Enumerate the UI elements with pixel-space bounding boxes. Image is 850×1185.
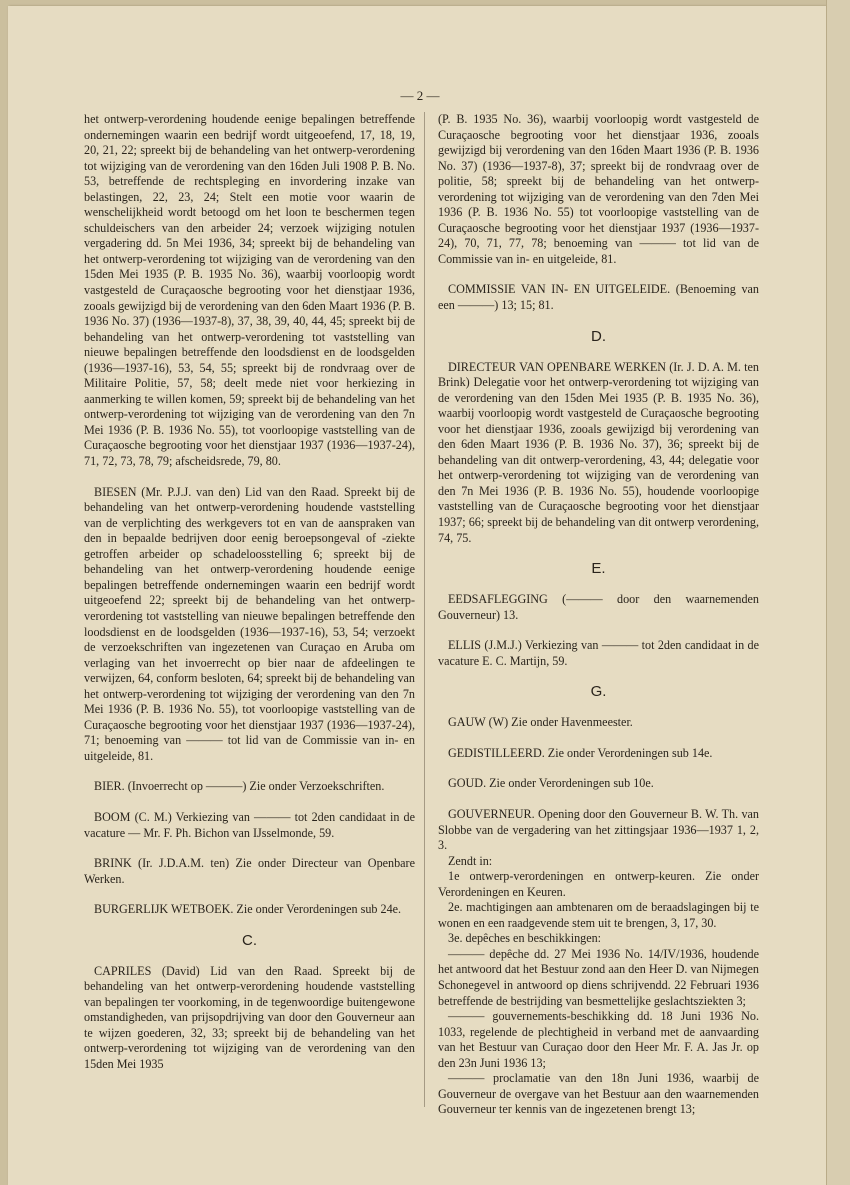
section-letter-c: C.: [242, 931, 257, 949]
list-item: 1e ontwerp-verordeningen en ontwerp-keuren. Zie onder Verordeningen en Keuren.: [438, 869, 759, 899]
entry-biesen: BIESEN (Mr. P.J.J. van den) Lid van den Raad. Spreekt bij de behandeling van het ontwerp-verordening houdende vaststelling van de verplichting des werkgevers tot en van de aanspraken van den in bepaalde bedrijven door eenig beroepsongeval of -ziekte getroffen arbeider op schadeloosstelling 6; spreekt bij de behandeling van het ontwerp-verordening houdende eenige bepalingen betreffende ondernemingen waarin een bedrijf wordt uitgeoefend 22; spreekt bij de behandeling van het ontwerp-verordening tot vaststelling van nieuwe bepalingen betreffende den loodsdienst en de loodsgelden (1936—1937-16), 53, 54; verzoekt de verzoekschriften van ingezetenen van Curaçao en Aruba om verlaging van het invoerrecht op bier naar de afdeelingen te verwijzen, 64, conform besloten, 64; spreekt bij de behandeling van het ontwerp-verordening tot wijziging der verordening van den 7n Mei 1936 (P. B. 1936 No. 55), tot voorloopige vaststelling van de Curaçaosche begrooting voor het dienstjaar 1937 (1936—1937-24), 71; benoeming van ——— tot lid van de Commissie van in- en uitgeleide, 81.: [84, 484, 415, 763]
section-letter-g: G.: [590, 683, 607, 701]
entry-ellis: ELLIS (J.M.J.) Verkiezing van ——— tot 2den candidaat in de vacature E. C. Martijn, 59.: [438, 638, 759, 668]
entry-capriles-continued: (P. B. 1935 No. 36), waarbij voorloopig wordt vastgesteld de Curaçaosche begrooting voor het dienstjaar 1936, zooals gewijzigd bij verordening van den 16den Maart 1936 (P. B. 1936 No. 37) (1936—1937-8), 37; spreekt bij de rondvraag over de politie, 58; spreekt bij de behandeling van het ontwerp-verordening tot wijziging van de verordening van den 7den Mei 1936 (P. B. 1936 No. 55) tot voorloopige vaststelling van de Curaçaosche begrooting voor het dienstjaar 1937 (1936—1937-24), 70, 71, 77, 78; benoeming van ——— tot lid van de Commissie van in- en uitgeleide, 81.: [438, 112, 759, 266]
sub-list-item: ——— depêche dd. 27 Mei 1936 No. 14/IV/1936, houdende het antwoord dat het Bestuur zond aan den Heer D. van Nijmegen Schonegevel in antwoord op diens schrijvendd. 22 Februari 1936 betreffende de bestrijding van besmettelijke geslachtsziekten 3;: [438, 946, 759, 1008]
entry-commissie: COMMISSIE VAN IN- EN UITGELEIDE. (Benoeming van een ———) 13; 15; 81.: [438, 282, 759, 313]
entry-gauw: GAUW (W) Zie onder Havenmeester.: [448, 715, 633, 730]
sub-list-item: ——— gouvernements-beschikking dd. 18 Juni 1936 No. 1033, regelende de plechtigheid in verband met de aanvaarding van het Bestuur van Curaçao door den Heer Mr. F. A. Jas Jr. op den 23n Juni 1936 13;: [438, 1009, 759, 1070]
entry-capriles: CAPRILES (David) Lid van den Raad. Spreekt bij de behandeling van het ontwerp-verordening houdende vaststelling van bepalingen ter voorkoming, in de tegenwoordige buitengewone omstandigheden, van prijsopdrijving van door den Gouverneur aan te wijzen goederen, 32, 33; spreekt bij de behandeling van het ontwerp-verordening tot wijziging van de verordening van den 15den Mei 1935: [84, 963, 415, 1071]
entry-directeur: DIRECTEUR VAN OPENBARE WERKEN (Ir. J. D. A. M. ten Brink) Delegatie voor het ontwerp-verordening tot wijziging van de verordening van den 15den Mei 1935 (P. B. 1935 No. 36), waarbij voorloopig wordt vastgesteld de Curaçaosche begrooting voor het dienstjaar 1936, zooals gewijzigd bij verordening van den 6den Maart 1936 (P. B. 1936 No. 37), 36; spreekt bij de behandeling van dit ontwerp-verordening, 43, 44; delegatie voor het ontwerp-verordening tot wijziging van de verordening van den 7n Mei 1936 (P. B. 1936 No. 55), houdende voorloopige vaststelling van de Curaçaosche begrooting voor het dienstjaar 1937; 66; spreekt bij de behandeling van dit ontwerp verordening, 74, 75.: [438, 359, 759, 545]
right-column: [438, 112, 759, 1118]
section-letter-d: D.: [591, 327, 606, 345]
list-item: 3e. depêches en beschikkingen:: [448, 931, 602, 946]
sub-list-item: ——— proclamatie van den 18n Juni 1936, waarbij de Gouverneur de overgave van het Bestuur aan den waarnemenden Gouverneur ter kennis van de ingezetenen brengt 13;: [438, 1071, 759, 1117]
left-column: [84, 112, 415, 1073]
list-item: 2e. machtigingen aan ambtenaren om de beraadslagingen bij te wonen en een raadgevende stem uit te brengen, 3, 17, 30.: [438, 900, 759, 930]
column-divider: [424, 112, 425, 1107]
section-letter-e: E.: [591, 560, 606, 578]
entry-burgerlijk-wetboek: BURGERLIJK WETBOEK. Zie onder Verordeningen sub 24e.: [94, 902, 402, 917]
entry-zendt-in: Zendt in:: [448, 853, 493, 868]
entry-brink: BRINK (Ir. J.D.A.M. ten) Zie onder Directeur van Openbare Werken.: [84, 856, 415, 886]
entry-gouverneur: GOUVERNEUR. Opening door den Gouverneur B. W. Th. van Slobbe van de vergadering van het zittingsjaar 1936—1937 1, 2, 3.: [438, 806, 759, 853]
entry-bier: BIER. (Invoerrecht op ———) Zie onder Verzoekschriften.: [94, 779, 385, 794]
entry-boom: BOOM (C. M.) Verkiezing van ——— tot 2den candidaat in de vacature — Mr. F. Ph. Bichon van IJsselmonde, 59.: [84, 809, 415, 840]
entry-continuation: het ontwerp-verordening houdende eenige bepalingen betreffende ondernemingen waarin een bedrijf wordt uitgeoefend, 17, 18, 19, 20, 21, 22; spreekt bij de behandeling van het ontwerp-verordening tot wijziging van de verordening van den 16den Juli 1908 P. B. No. 53, betreffende de rechtspleging en invordering inzake van belastingen, 22, 23, 24; Stelt een motie voor waarin de wenschelijkheid wordt betoogd om het loon te beschermen tegen schuldeischers van den arbeider 24; verzoek wijziging notulen vergadering dd. 5n Mei 1936, 34; spreekt bij de behandeling van het ontwerp-verordening tot wijziging van de verordening van den 15den Mei 1935 (P. B. 1935 No. 36), waarbij voorloopig wordt vastgesteld de Curaçaosche begrooting voor het dienstjaar 1936, zooals gewijzigd bij de verordening van den 6den Maart 1936 (P. B. 1936 No. 37) (1936—1937-8), 37, 38, 39, 40, 44, 45; spreekt bij de behandeling van het ontwerp-verordening tot vaststelling van nieuwe bepalingen betreffende den loodsdienst en de loodsgelden (1936—1937-16), 53, 54, 55; spreekt bij de rondvraag over de Militaire Politie, 57, 58; deelt mede niet voor herkiezing in aanmerking te willen komen, 59; spreekt bij de behandeling van het ontwerp-verordening tot wijziging van de verordening van den 7n Mei 1936 (P. B. 1936 No. 55), tot voorloopige vaststelling van de Curaçaosche begrooting voor het dienstjaar 1937 (1936—1937-24), 71, 72, 73, 78, 79; afscheidsrede, 79, 80.: [84, 112, 415, 469]
page-number: — 2 —: [400, 88, 440, 103]
entry-goud: GOUD. Zie onder Verordeningen sub 10e.: [448, 776, 654, 791]
entry-eedsaflegging: EEDSAFLEGGING (——— door den waarnemenden Gouverneur) 13.: [438, 592, 759, 622]
adjacent-page-edge: [826, 0, 850, 1185]
entry-gedistilleerd: GEDISTILLEERD. Zie onder Verordeningen sub 14e.: [448, 745, 713, 760]
